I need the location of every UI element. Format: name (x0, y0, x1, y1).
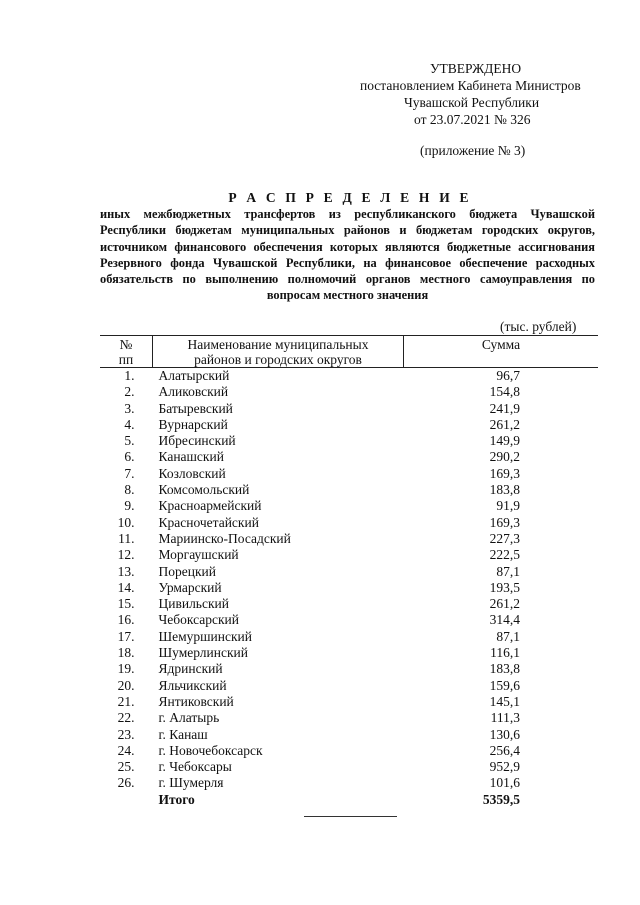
row-sum: 261,2 (489, 596, 520, 612)
row-number: 2. (124, 384, 135, 400)
appendix-label: (приложение № 3) (420, 143, 526, 158)
row-sum: 145,1 (489, 693, 520, 709)
row-number: 12. (117, 547, 135, 563)
row-name: Красночетайский (158, 514, 259, 530)
row-number: 1. (124, 368, 135, 383)
row-sum: 193,5 (489, 579, 520, 595)
table-row (100, 727, 598, 743)
row-name: Батыревский (158, 400, 233, 416)
row-name: Шумерлинский (158, 645, 248, 661)
row-number: 10. (117, 514, 135, 530)
row-number: 4. (124, 416, 135, 432)
row-number: 21. (117, 693, 135, 709)
row-name: Алатырский (158, 368, 230, 383)
row-name: Цивильский (158, 596, 229, 612)
total-label: Итого (158, 791, 195, 807)
row-sum: 91,9 (496, 498, 520, 514)
header-name (153, 336, 404, 368)
row-sum: 227,3 (489, 530, 520, 546)
approval-block (350, 60, 600, 128)
row-number: 3. (124, 400, 135, 416)
header-number (100, 336, 153, 368)
row-number: 14. (117, 579, 135, 595)
row-sum: 87,1 (496, 563, 520, 579)
row-name: Чебоксарский (158, 612, 240, 628)
approval-republic: Чувашской Республики (404, 95, 540, 110)
row-sum: 256,4 (489, 742, 520, 758)
approval-authority: постановлением Кабинета Министров (360, 78, 581, 93)
table-row (100, 498, 598, 514)
header-sum-label: Сумма (481, 337, 521, 352)
table-row (100, 433, 598, 449)
table-row (100, 482, 598, 498)
row-name: Ядринский (158, 661, 223, 677)
row-sum: 241,9 (489, 400, 520, 416)
row-name: г. Чебоксары (158, 759, 232, 775)
row-sum: 149,9 (489, 433, 520, 449)
table-row (100, 661, 598, 677)
row-sum: 183,8 (489, 661, 520, 677)
row-name: Моргаушский (158, 547, 239, 563)
row-name: г. Новочебоксарск (158, 742, 263, 758)
footer-rule (304, 816, 397, 817)
table-row (100, 710, 598, 726)
table-row (100, 401, 598, 417)
table-row (100, 678, 598, 694)
row-sum: 130,6 (489, 726, 520, 742)
row-name: Урмарский (158, 579, 222, 595)
row-number: 18. (117, 645, 135, 661)
row-name: Ибресинский (158, 433, 236, 449)
row-number: 16. (117, 612, 135, 628)
row-number: 24. (117, 742, 135, 758)
row-sum: 169,3 (489, 514, 520, 530)
row-number: 7. (124, 465, 135, 481)
row-number: 13. (117, 563, 135, 579)
table-row (100, 612, 598, 628)
row-name: Мариинско-Посадский (158, 530, 291, 546)
row-number: 17. (117, 628, 135, 644)
row-sum: 159,6 (489, 677, 520, 693)
table-row (100, 515, 598, 531)
approval-title: УТВЕРЖДЕНО (430, 61, 522, 76)
row-number: 9. (124, 498, 135, 514)
table-row (100, 547, 598, 563)
row-number: 19. (117, 661, 135, 677)
row-number: 26. (117, 775, 135, 791)
table-row (100, 645, 598, 661)
row-sum: 101,6 (489, 775, 520, 791)
document-subtitle: иных межбюджетных трансфертов из республиканского бюджета Чувашской Республики бюджетам муниципальных районов и бюджетам городских округов, источником финансового обеспечения которых являются бюджетные ассигнования Резервного фонда Чувашской Республики, на финансовое обеспечение расходных обязательств по выполнению полномочий органов местного самоуправления по вопросам местного значения (100, 207, 595, 303)
row-sum: 952,9 (489, 759, 520, 775)
table-header (100, 336, 598, 368)
header-sum (404, 336, 599, 368)
row-sum: 261,2 (489, 416, 520, 432)
header-name-line1: Наименование муниципальных (187, 337, 369, 352)
row-sum: 116,1 (490, 645, 520, 661)
row-number: 23. (117, 726, 135, 742)
table-row (100, 759, 598, 775)
row-sum: 96,7 (496, 368, 520, 383)
row-name: Козловский (158, 465, 226, 481)
row-number: 20. (117, 677, 135, 693)
table-header-row (100, 336, 598, 368)
header-name-line2: районов и городских округов (194, 352, 362, 367)
unit-label: (тыс. рублей) (500, 319, 577, 334)
row-sum: 290,2 (489, 449, 520, 465)
row-name: г. Шумерля (158, 775, 224, 791)
table-row (100, 694, 598, 710)
row-name: г. Канаш (158, 726, 208, 742)
distribution-table (100, 335, 598, 808)
table-body (100, 368, 598, 809)
row-name: Вурнарский (158, 416, 228, 432)
row-name: Канашский (158, 449, 224, 465)
total-number (100, 792, 153, 808)
row-name: Янтиковский (158, 693, 234, 709)
total-row (100, 792, 598, 808)
row-name: Аликовский (158, 384, 229, 400)
table-row (100, 384, 598, 400)
document-title: Р А С П Р Е Д Е Л Е Н И Е (228, 190, 472, 205)
row-number: 22. (117, 710, 135, 726)
row-name: г. Алатырь (158, 710, 220, 726)
row-number: 25. (117, 759, 135, 775)
total-sum: 5359,5 (482, 791, 520, 807)
row-number: 5. (124, 433, 135, 449)
row-sum: 183,8 (489, 482, 520, 498)
row-number: 11. (118, 530, 135, 546)
table-row (100, 629, 598, 645)
table-row (100, 775, 598, 791)
row-sum: 87,1 (496, 628, 520, 644)
row-sum: 154,8 (489, 384, 520, 400)
row-name: Комсомольский (158, 482, 250, 498)
table-row (100, 743, 598, 759)
table-row (100, 531, 598, 547)
row-name: Шемуршинский (158, 628, 252, 644)
row-number: 6. (124, 449, 135, 465)
header-number-line1: № (119, 337, 133, 352)
header-number-line2: пп (118, 352, 134, 367)
row-sum: 111,3 (490, 710, 520, 726)
table-row (100, 368, 598, 385)
row-name: Яльчикский (158, 677, 227, 693)
table-row (100, 596, 598, 612)
row-name: Порецкий (158, 563, 216, 579)
row-name: Красноармейский (158, 498, 262, 514)
row-number: 8. (124, 482, 135, 498)
table-row (100, 417, 598, 433)
row-sum: 314,4 (489, 612, 520, 628)
approval-date-number: от 23.07.2021 № 326 (414, 112, 531, 127)
row-sum: 169,3 (489, 465, 520, 481)
table-row (100, 580, 598, 596)
row-sum: 222,5 (489, 547, 520, 563)
table-row (100, 449, 598, 465)
row-number: 15. (117, 596, 135, 612)
table-row (100, 466, 598, 482)
table-row (100, 564, 598, 580)
